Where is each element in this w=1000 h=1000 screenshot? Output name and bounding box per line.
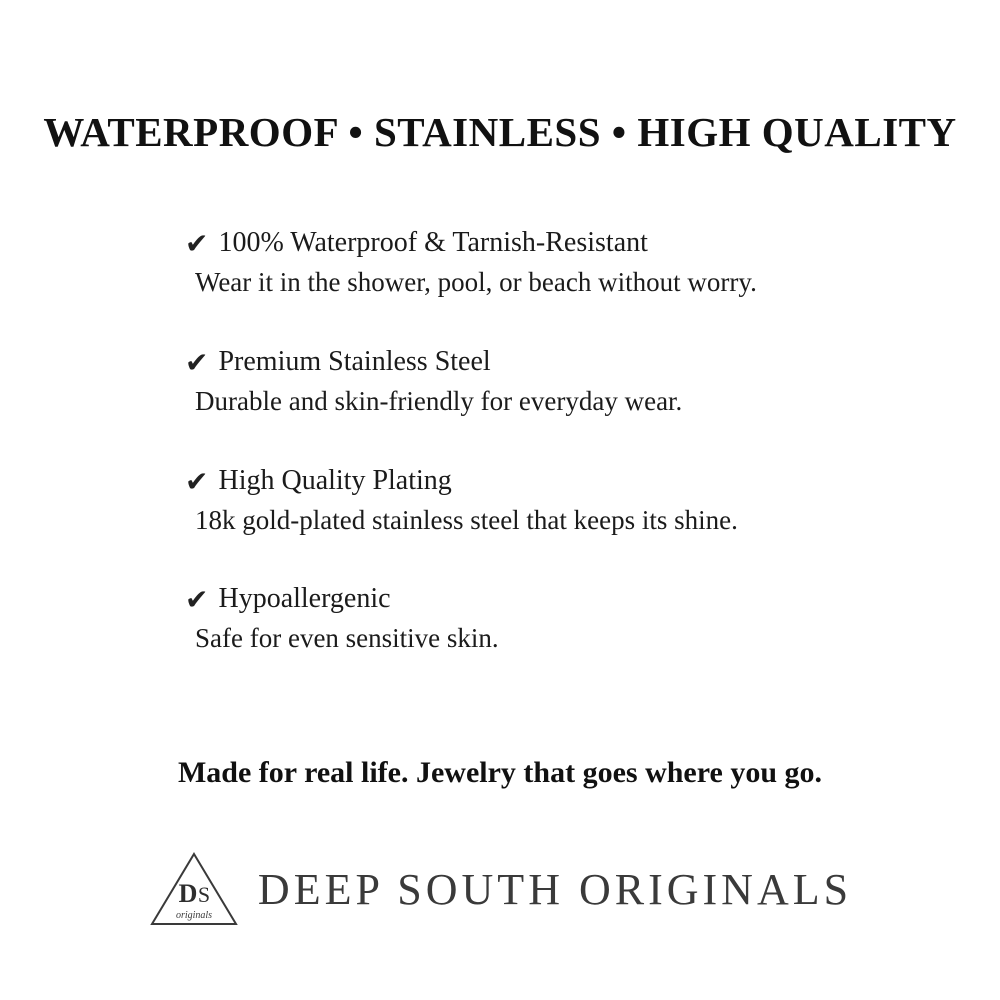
list-item xyxy=(185,581,885,656)
checkmark-icon: ✔ xyxy=(185,227,209,260)
feature-title: 100% Waterproof & Tarnish-Resistant xyxy=(218,227,648,258)
feature-title-row xyxy=(185,344,885,379)
feature-description: 18k gold-plated stainless steel that keeps its shine. xyxy=(195,504,738,535)
feature-title-row xyxy=(185,581,885,616)
checkmark-icon: ✔ xyxy=(185,345,209,379)
feature-title-row xyxy=(185,463,885,498)
feature-title: High Quality Plating xyxy=(218,464,452,496)
list-item xyxy=(185,225,885,300)
checkmark-icon: ✔ xyxy=(185,583,209,617)
feature-description: Wear it in the shower, pool, or beach without worry. xyxy=(195,267,757,297)
list-item xyxy=(185,463,885,538)
feature-list xyxy=(185,225,885,656)
feature-title: Hypoallergenic xyxy=(218,583,391,615)
list-item xyxy=(185,344,885,419)
feature-title: Premium Stainless Steel xyxy=(218,345,491,377)
deep-south-originals-logo-icon xyxy=(148,848,240,930)
svg-text:originals: originals xyxy=(175,910,212,921)
tagline: Made for real life. Jewelry that goes where you go. xyxy=(177,756,823,789)
svg-text:D: D xyxy=(178,879,198,908)
checkmark-icon: ✔ xyxy=(185,464,209,498)
feature-title-row xyxy=(185,225,885,260)
svg-text:S: S xyxy=(197,882,211,907)
feature-description: Durable and skin-friendly for everyday wear. xyxy=(195,385,683,416)
page-title: WATERPROOF • STAINLESS • HIGH QUALITY xyxy=(43,109,957,155)
brand-lockup xyxy=(0,848,1000,930)
brand-name: DEEP SOUTH ORIGINALS xyxy=(257,864,853,914)
feature-description: Safe for even sensitive skin. xyxy=(195,623,499,654)
